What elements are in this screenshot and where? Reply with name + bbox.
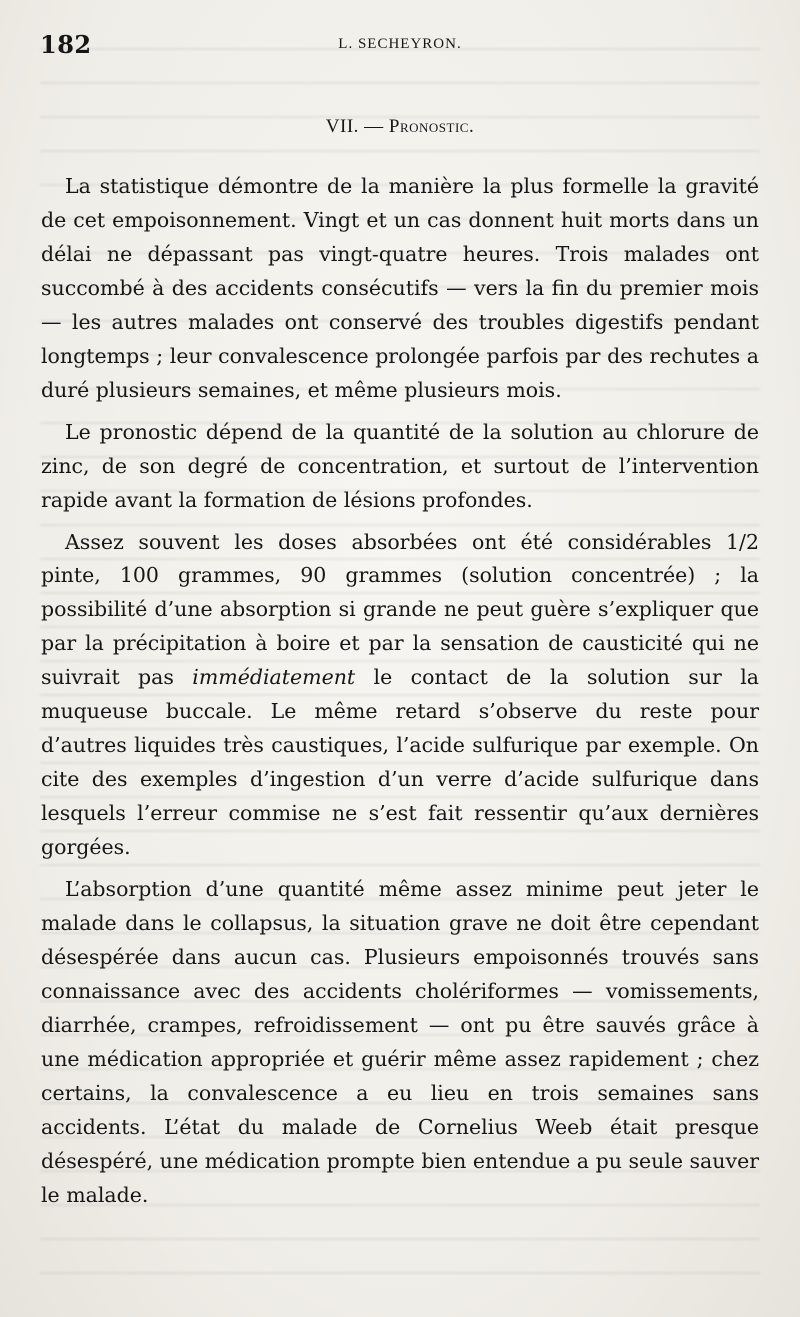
section-title-text: Pronostic. bbox=[388, 116, 475, 137]
section-number: VII. — bbox=[325, 116, 389, 137]
paragraph-3-start: Assez souvent les doses absorbées ont été considérables 1/2 pinte, 100 grammes, 90 grammes (solution concentrée) ; la possibilité d’une absorption si grande ne peut guère s’expliquer que par la précipitation à boire et par la sensation de causticité qui ne suivrait pas bbox=[41, 529, 759, 690]
paragraph-3 bbox=[41, 526, 759, 866]
emphasis-word: immédiatement bbox=[192, 665, 356, 690]
page-header bbox=[40, 30, 760, 66]
body-text bbox=[41, 170, 759, 1221]
page-number: 182 bbox=[40, 30, 92, 59]
paragraph-1: La statistique démontre de la manière la plus formelle la gravité de cet empoisonnement. Vingt et un cas donnent huit morts dans un délai ne dépassant pas vingt-quatre heures. Trois malades ont succombé à des accidents consécutifs — vers la fin du premier mois — les autres malades ont conservé des troubles digestifs pendant longtemps ; leur convalescence prolongée parfois par des rechutes a duré plusieurs semaines, et même plusieurs mois. bbox=[41, 174, 759, 402]
section-heading bbox=[40, 116, 760, 138]
paragraph-4: L’absorption d’une quantité même assez minime peut jeter le malade dans le collapsus, la situation grave ne doit être cependant désespérée dans aucun cas. Plusieurs empoisonnés trouvés sans connaissance avec des accidents cholériformes — vomissements, diarrhée, crampes, refroidissement — ont pu être sauvés grâce à une médication appropriée et guérir même assez rapidement ; chez certains, la convalescence a eu lieu en trois semaines sans accidents. L’état du malade de Cornelius Weeb était presque désespéré, une médication prompte bien entendue a pu seule sauver le malade. bbox=[41, 877, 759, 1207]
running-head: L. SECHEYRON. bbox=[338, 36, 462, 52]
paragraph-2: Le pronostic dépend de la quantité de la solution au chlorure de zinc, de son degré de concentration, et surtout de l’intervention rapide avant la formation de lésions profondes. bbox=[41, 419, 759, 512]
paragraph-3-end: le contact de la solution sur la muqueuse buccale. Le même retard s’observe du reste pour d’autres liquides très caustiques, l’acide sulfurique par exemple. On cite des exemples d’ingestion d’un verre d’acide sulfurique dans lesquels l’erreur commise ne s’est fait ressentir qu’aux dernières gorgées. bbox=[41, 665, 759, 860]
